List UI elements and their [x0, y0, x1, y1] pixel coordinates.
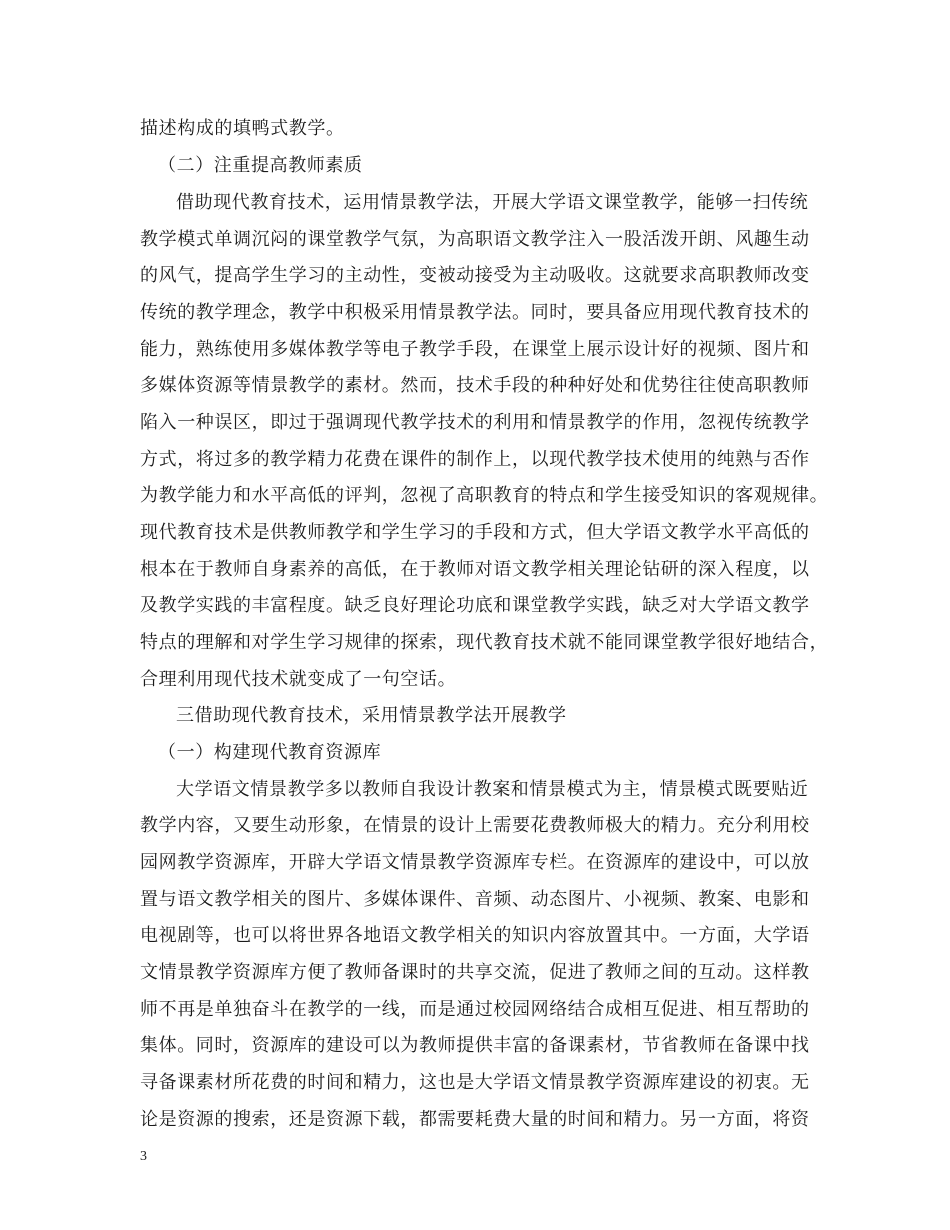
- text-line: 电视剧等，也可以将世界各地语文教学相关的知识内容放置其中。一方面，大学语: [140, 925, 810, 946]
- section-heading: 三借助现代教育技术，采用情景教学法开展教学: [176, 705, 567, 726]
- text-line: 描述构成的填鸭式教学。: [140, 118, 345, 139]
- text-line: 多媒体资源等情景教学的素材。然而，技术手段的种种好处和优势往往使高职教师: [140, 375, 810, 396]
- text-line: 传统的教学理念，教学中积极采用情景教学法。同时，要具备应用现代教育技术的: [140, 302, 810, 323]
- text-line: 合理利用现代技术就变成了一句空话。: [140, 669, 457, 690]
- subsection-heading: （一）构建现代教育资源库: [158, 742, 382, 763]
- text-line: 陷入一种误区，即过于强调现代教学技术的利用和情景教学的作用，忽视传统教学: [140, 412, 810, 433]
- text-line: 园网教学资源库，开辟大学语文情景教学资源库专栏。在资源库的建设中，可以放: [140, 852, 810, 873]
- text-line: 教学模式单调沉闷的课堂教学气氛，为高职语文教学注入一股活泼开朗、风趣生动: [140, 229, 810, 250]
- text-line: 特点的理解和对学生学习规律的探索，现代教育技术就不能同课堂教学很好地结合，: [140, 632, 829, 653]
- page-number: 3: [140, 1149, 147, 1164]
- text-line: 现代教育技术是供教师教学和学生学习的手段和方式，但大学语文教学水平高低的: [140, 522, 810, 543]
- text-line: 根本在于教师自身素养的高低，在于教师对语文教学相关理论钻研的深入程度，以: [140, 559, 810, 580]
- text-line: 论是资源的搜索，还是资源下载，都需要耗费大量的时间和精力。另一方面，将资: [140, 1109, 810, 1130]
- paragraph-first-line: 借助现代教育技术，运用情景教学法，开展大学语文课堂教学，能够一扫传统: [176, 192, 809, 213]
- text-line: 师不再是单独奋斗在教学的一线，而是通过校园网络结合成相互促进、相互帮助的: [140, 999, 810, 1020]
- paragraph-first-line: 大学语文情景教学多以教师自我设计教案和情景模式为主，情景模式既要贴近: [176, 779, 809, 800]
- text-line: 置与语文教学相关的图片、多媒体课件、音频、动态图片、小视频、教案、电影和: [140, 889, 810, 910]
- text-line: 方式，将过多的教学精力花费在课件的制作上，以现代教学技术使用的纯熟与否作: [140, 449, 810, 470]
- text-line: 为教学能力和水平高低的评判，忽视了高职教育的特点和学生接受知识的客观规律。: [140, 485, 829, 506]
- text-line: 教学内容，又要生动形象，在情景的设计上需要花费教师极大的精力。充分利用校: [140, 815, 810, 836]
- text-line: 寻备课素材所花费的时间和精力，这也是大学语文情景教学资源库建设的初衷。无: [140, 1072, 810, 1093]
- text-line: 集体。同时，资源库的建设可以为教师提供丰富的备课素材，节省教师在备课中找: [140, 1035, 810, 1056]
- text-line: 能力，熟练使用多媒体教学等电子教学手段，在课堂上展示设计好的视频、图片和: [140, 339, 810, 360]
- text-line: 的风气，提高学生学习的主动性，变被动接受为主动吸收。这就要求高职教师改变: [140, 265, 810, 286]
- text-line: 文情景教学资源库方便了教师备课时的共享交流，促进了教师之间的互动。这样教: [140, 962, 810, 983]
- section-heading: （二）注重提高教师素质: [158, 155, 363, 176]
- text-line: 及教学实践的丰富程度。缺乏良好理论功底和课堂教学实践，缺乏对大学语文教学: [140, 595, 810, 616]
